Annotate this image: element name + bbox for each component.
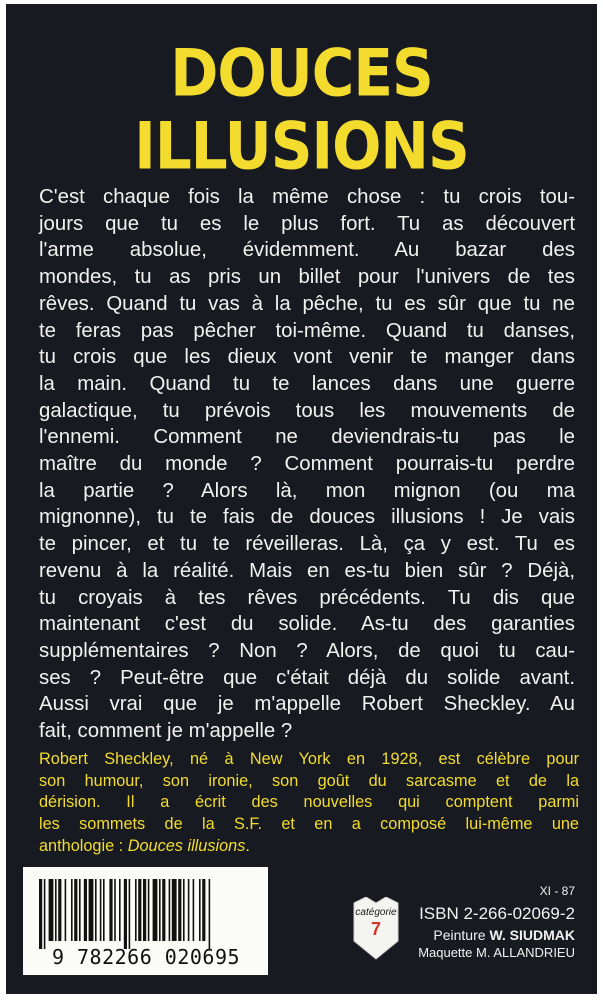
barcode-bar — [124, 879, 127, 949]
painter-name: W. SIUDMAK — [489, 927, 575, 943]
blurb-line: supplémentaires ? Non ? Alors, de quoi tu cau- — [39, 639, 575, 662]
barcode-bar — [65, 879, 67, 941]
bio-last-prefix: anthologie : — [39, 836, 128, 855]
painter-prefix: Peinture — [433, 927, 490, 943]
barcode-bar — [183, 879, 185, 941]
category-number: 7 — [370, 919, 381, 939]
barcode-bar — [162, 879, 165, 941]
title-line-1: DOUCES — [170, 35, 433, 112]
barcode-bar — [44, 879, 46, 949]
barcode-bar — [193, 879, 195, 941]
barcode-bar — [178, 879, 181, 941]
blurb-line: revenu à la réalité. Mais en es-tu bien sûr ? Déjà, — [39, 559, 575, 582]
blurb-line: rêves. Quand tu vas à la pêche, tu es sûr que tu ne — [39, 292, 575, 315]
barcode-bar — [172, 879, 177, 941]
bio-line-last — [39, 836, 579, 858]
barcode-bar — [119, 879, 121, 941]
title-line-2: ILLUSIONS — [134, 108, 469, 185]
blurb-line: l'ennemi. Comment ne deviendrais-tu pas le — [39, 426, 575, 449]
blurb-line: maître du monde ? Comment pourrais-tu perdre — [39, 453, 575, 476]
blurb-line: mondes, tu as pris un billet pour l'univers de tes — [39, 266, 575, 289]
blurb-line: Aussi vrai que je m'appelle Robert Sheckley. Au — [39, 693, 575, 716]
bio-line: dérision. Il a écrit des nouvelles qui comptent parmi — [39, 793, 579, 812]
barcode-bar — [153, 879, 158, 941]
blurb-line: la main. Quand tu te lances dans une guerre — [39, 372, 575, 395]
blurb-line: te pincer, et tu te réveilleras. Là, ça y est. Tu es — [39, 533, 575, 556]
barcode-bar — [159, 879, 161, 941]
barcode-panel — [23, 867, 268, 975]
blurb-line: mignonne), tu te fais de douces illusions ! Je vais — [39, 506, 575, 529]
barcode-bar — [129, 879, 131, 949]
barcode-digits: 9 782266 020695 — [51, 945, 241, 969]
barcode-bar — [135, 879, 137, 941]
book-back-cover — [6, 4, 597, 994]
barcode-bar — [100, 879, 102, 941]
author-bio — [39, 749, 579, 858]
barcode-bar — [84, 879, 87, 941]
bio-last-suffix: . — [245, 836, 250, 855]
cover-painter — [433, 927, 575, 943]
barcode-bar — [202, 879, 205, 941]
blurb-line: la partie ? Alors là, mon mignon (ou ma — [39, 479, 575, 502]
blurb-line: tu crois que les dieux vont venir te manger dans — [39, 346, 575, 369]
barcode-bar — [138, 879, 141, 941]
blurb-line: ses ? Peut-être que c'était déjà du solide avant. — [39, 666, 575, 689]
blurb-line: tu croyais à tes rêves précédents. Tu dis que — [39, 586, 575, 609]
blurb-line: maintenant c'est du solide. As-tu des garanties — [39, 613, 575, 636]
blurb-line: l'arme absolue, évidemment. Au bazar des — [39, 239, 575, 262]
category-label: catégorie — [355, 907, 397, 918]
barcode-bar — [109, 879, 112, 941]
barcode-bar — [74, 879, 77, 941]
bio-line: Robert Sheckley, né à New York en 1928, est célèbre pour — [39, 750, 579, 768]
barcode-bar — [148, 879, 150, 941]
blurb-text — [39, 184, 575, 745]
bio-line: les sommets de la S.F. et en a composé lui-même une — [39, 815, 579, 834]
barcode-bar — [58, 879, 61, 941]
barcode-bar — [95, 879, 97, 941]
barcode-bar — [55, 879, 57, 941]
blurb-line: galactique, tu prévois tous les mouvements de — [39, 399, 575, 422]
isbn: ISBN 2-266-02069-2 — [419, 904, 575, 923]
print-code: XI - 87 — [539, 884, 575, 898]
bio-line: son humour, son ironie, son goût du sarcasme et de la — [39, 771, 579, 790]
barcode-bar — [114, 879, 116, 941]
barcode-bar — [39, 879, 42, 949]
bio-book-title: Douces illusions — [127, 836, 246, 855]
barcode-bar — [103, 879, 105, 941]
barcode-bar — [188, 879, 190, 941]
barcode-bar — [79, 879, 81, 941]
barcode-bar — [143, 879, 146, 941]
layout-prefix: Maquette — [418, 945, 477, 960]
barcode-icon — [35, 879, 257, 949]
blurb-line: jours que tu es le plus fort. Tu as découvert — [39, 212, 575, 235]
blurb-line: te feras pas pêcher toi-même. Quand tu danses, — [39, 319, 575, 342]
category-badge — [352, 897, 400, 961]
barcode-bar — [199, 879, 201, 941]
layout-credit — [418, 945, 575, 960]
barcode-bar — [49, 879, 54, 941]
barcode-bar — [169, 879, 171, 941]
blurb-line: C'est chaque fois la même chose : tu crois tou- — [39, 186, 575, 208]
barcode-bar — [71, 879, 73, 941]
barcode-bar — [209, 879, 211, 949]
layout-name: M. ALLANDRIEU — [476, 945, 575, 960]
barcode-bar — [89, 879, 94, 941]
blurb-line: fait, comment je m'appelle ? — [39, 720, 293, 743]
